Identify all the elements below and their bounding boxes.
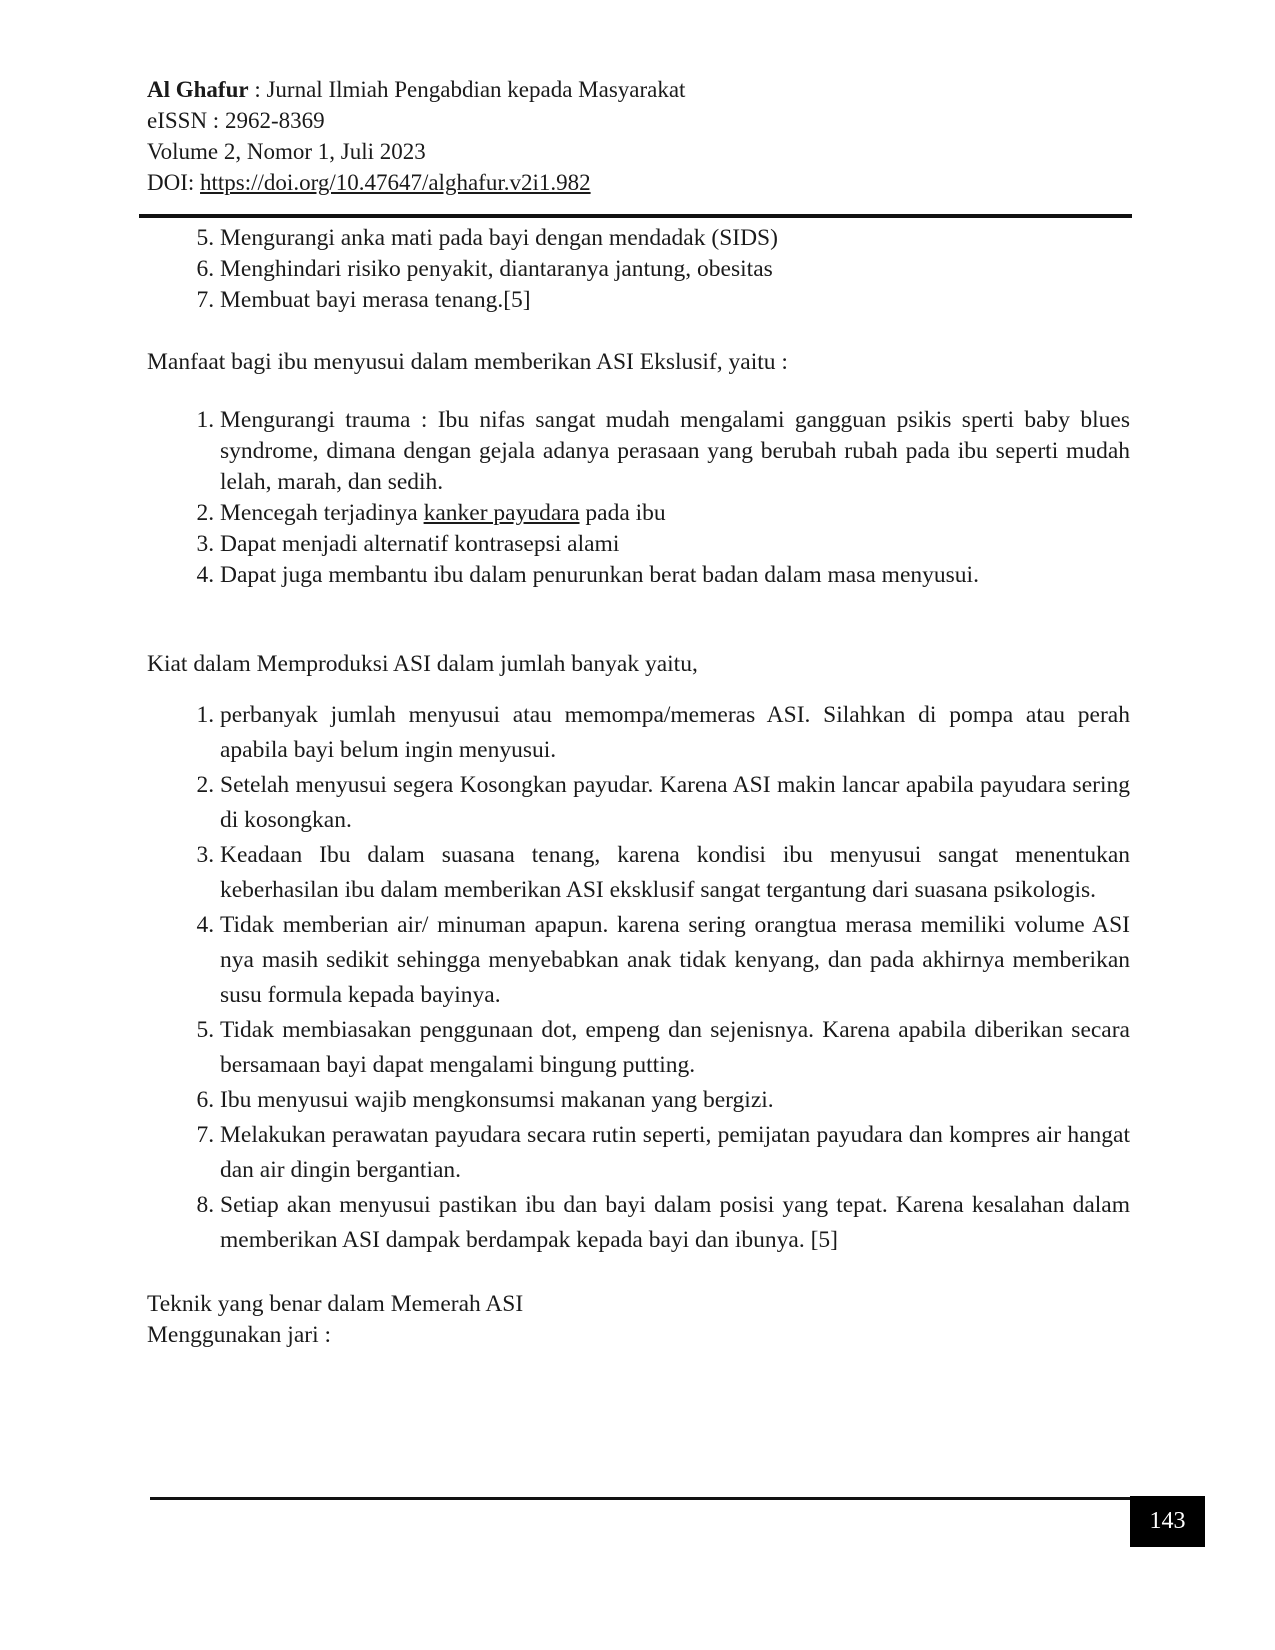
- list-item: 3. Dapat menjadi alternatif kontrasepsi alami: [220, 529, 1130, 560]
- list-item: 6. Ibu menyusui wajib mengkonsumsi makanan yang bergizi.: [220, 1083, 1130, 1118]
- list-item: 7. Membuat bayi merasa tenang.[5]: [220, 285, 1130, 316]
- doi-line: [147, 167, 1127, 198]
- running-header: [147, 74, 1127, 198]
- journal-subtitle: : Jurnal Ilmiah Pengabdian kepada Masyarakat: [248, 77, 686, 102]
- list-item: 6. Menghindari risiko penyakit, diantaranya jantung, obesitas: [220, 254, 1130, 285]
- doi-link[interactable]: https://doi.org/10.47647/alghafur.v2i1.982: [200, 170, 591, 195]
- journal-name: Al Ghafur: [147, 77, 249, 102]
- list-item: 2. Mencegah terjadinya kanker payudara pada ibu: [220, 498, 1130, 529]
- teknik-subtitle: Menggunakan jari :: [147, 1322, 332, 1348]
- list-item: 8. Setiap akan menyusui pastikan ibu dan bayi dalam posisi yang tepat. Karena kesalahan dalam memberikan ASI dampak berdampak kepada bayi dan ibunya. [5]: [220, 1188, 1130, 1258]
- underlined-term: kanker payudara: [423, 500, 580, 526]
- list-item: 4. Dapat juga membantu ibu dalam penurunkan berat badan dalam masa menyusui.: [220, 560, 1130, 591]
- list-item: 3. Keadaan Ibu dalam suasana tenang, karena kondisi ibu menyusui sangat menentukan keberhasilan ibu dalam memberikan ASI eksklusif sangat tergantung dari suasana psikologis.: [220, 838, 1130, 908]
- header-divider: [139, 214, 1132, 218]
- infant-benefits-list-continued: [147, 223, 1130, 316]
- mother-benefits-list: [147, 405, 1130, 591]
- eissn: eISSN : 2962-8369: [147, 108, 325, 133]
- mother-benefits-intro: Manfaat bagi ibu menyusui dalam memberikan ASI Ekslusif, yaitu :: [147, 349, 788, 375]
- list-item: 1. Mengurangi trauma : Ibu nifas sangat mudah mengalami gangguan psikis sperti baby blues syndrome, dimana dengan gejala adanya perasaan yang berubah rubah pada ibu seperti mudah lelah, marah, dan sedih.: [220, 405, 1130, 498]
- teknik-title: Teknik yang benar dalam Memerah ASI: [147, 1291, 524, 1317]
- volume-info: Volume 2, Nomor 1, Juli 2023: [147, 139, 426, 164]
- page-body: [147, 223, 1130, 1351]
- kiat-intro: Kiat dalam Memproduksi ASI dalam jumlah banyak yaitu,: [147, 651, 698, 677]
- kiat-list: [147, 698, 1130, 1258]
- list-item: 7. Melakukan perawatan payudara secara rutin seperti, pemijatan payudara dan kompres air hangat dan air dingin bergantian.: [220, 1118, 1130, 1188]
- list-item: 5. Tidak membiasakan penggunaan dot, empeng dan sejenisnya. Karena apabila diberikan secara bersamaan bayi dapat mengalami bingung putting.: [220, 1013, 1130, 1083]
- list-item: 2. Setelah menyusui segera Kosongkan payudar. Karena ASI makin lancar apabila payudara sering di kosongkan.: [220, 768, 1130, 838]
- list-item: 1. perbanyak jumlah menyusui atau memompa/memeras ASI. Silahkan di pompa atau perah apabila bayi belum ingin menyusui.: [220, 698, 1130, 768]
- doi-label: DOI:: [147, 170, 201, 195]
- list-item: 4. Tidak memberian air/ minuman apapun. karena sering orangtua merasa memiliki volume ASI nya masih sedikit sehingga menyebabkan anak tidak kenyang, dan pada akhirnya memberikan susu formula kepada bayinya.: [220, 908, 1130, 1013]
- footer-divider: [150, 1497, 1130, 1500]
- journal-title-line: [147, 74, 1127, 105]
- list-item: 5. Mengurangi anka mati pada bayi dengan mendadak (SIDS): [220, 223, 1130, 254]
- page-number: 143: [1130, 1496, 1205, 1547]
